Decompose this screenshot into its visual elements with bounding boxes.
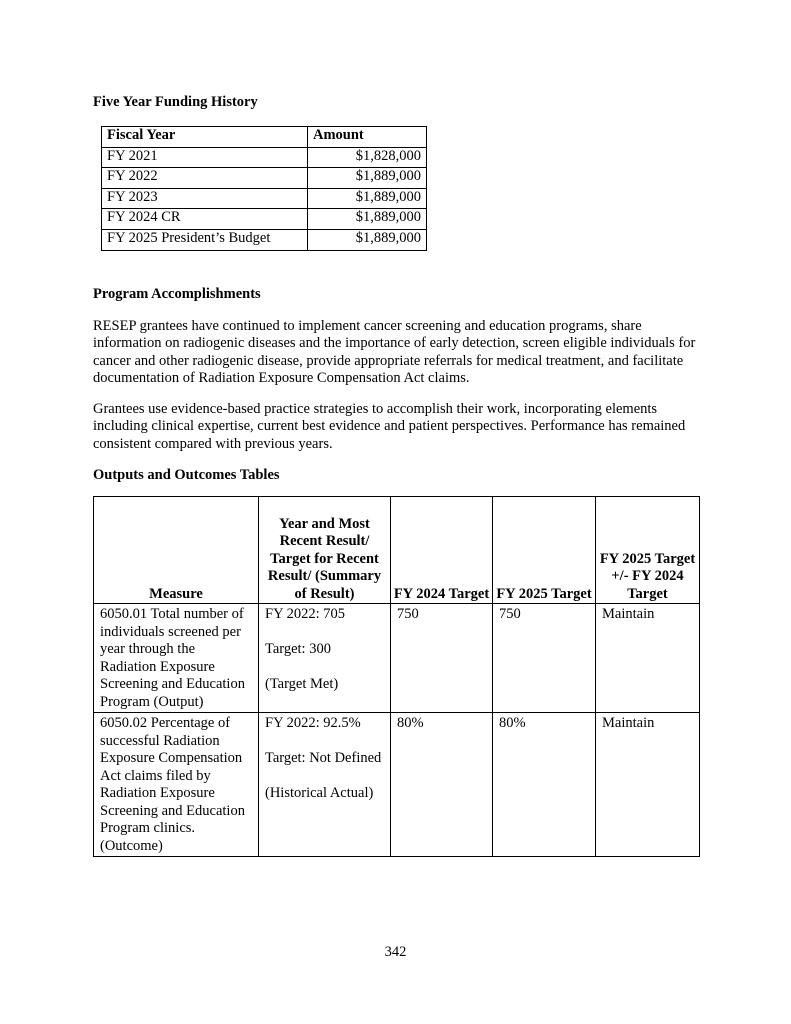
fy2024-target-cell: 80% [391,713,493,857]
target-change-cell: Maintain [596,604,700,713]
result-value: FY 2022: 92.5% [265,715,361,731]
result-summary: (Target Met) [265,676,339,692]
outputs-outcomes-table [93,496,700,857]
amount-cell: $1,889,000 [308,188,427,209]
target-value: Target: Not Defined [265,750,382,766]
page-number: 342 [384,944,407,960]
table-row [102,209,427,230]
fiscal-year-cell: FY 2025 President’s Budget [102,229,308,250]
column-header-fy2024-target: FY 2024 Target [391,497,493,604]
recent-result-cell [259,604,391,713]
target-value: Target: 300 [265,641,331,657]
outcomes-heading: Outputs and Outcomes Tables [93,467,280,483]
column-header-fiscal-year: Fiscal Year [102,127,308,148]
amount-cell: $1,828,000 [308,147,427,168]
accomplishments-paragraph-1: RESEP grantees have continued to implement cancer screening and education programs, share information on radiogenic diseases and the importance of early detection, screen eligible individuals for cancer and other radiogenic disease, provide appropriate referrals for medical treatment, and facilitate documentation of Radiation Exposure Compensation Act claims. [93,318,696,387]
funding-heading: Five Year Funding History [93,94,258,110]
table-row [102,147,427,168]
column-header-recent-result: Year and Most Recent Result/ Target for Recent Result/ (Summary of Result) [259,497,391,604]
table-row [94,604,700,713]
recent-result-cell [259,713,391,857]
result-summary: (Historical Actual) [265,785,374,801]
funding-history-table [101,126,427,251]
measure-cell: 6050.01 Total number of individuals screened per year through the Radiation Exposure Screening and Education Program (Output) [94,604,259,713]
table-row [102,229,427,250]
result-value: FY 2022: 705 [265,606,346,622]
fy2025-target-cell: 750 [493,604,596,713]
column-header-fy2025-target: FY 2025 Target [493,497,596,604]
amount-cell: $1,889,000 [308,229,427,250]
table-row [102,188,427,209]
table-header-row [102,127,427,148]
fy2024-target-cell: 750 [391,604,493,713]
fy2025-target-cell: 80% [493,713,596,857]
fiscal-year-cell: FY 2021 [102,147,308,168]
measure-cell: 6050.02 Percentage of successful Radiation Exposure Compensation Act claims filed by Radiation Exposure Screening and Education Program clinics. (Outcome) [94,713,259,857]
fiscal-year-cell: FY 2023 [102,188,308,209]
accomplishments-paragraph-2: Grantees use evidence-based practice strategies to accomplish their work, incorporating elements including clinical expertise, current best evidence and patient perspectives. Performance has remained consistent compared with previous years. [93,401,686,452]
column-header-target-change: FY 2025 Target +/- FY 2024 Target [596,497,700,604]
amount-cell: $1,889,000 [308,168,427,189]
fiscal-year-cell: FY 2024 CR [102,209,308,230]
column-header-measure: Measure [94,497,259,604]
amount-cell: $1,889,000 [308,209,427,230]
fiscal-year-cell: FY 2022 [102,168,308,189]
accomplishments-heading: Program Accomplishments [93,286,261,302]
table-header-row [94,497,700,604]
column-header-amount: Amount [308,127,427,148]
table-row [94,713,700,857]
table-row [102,168,427,189]
target-change-cell: Maintain [596,713,700,857]
